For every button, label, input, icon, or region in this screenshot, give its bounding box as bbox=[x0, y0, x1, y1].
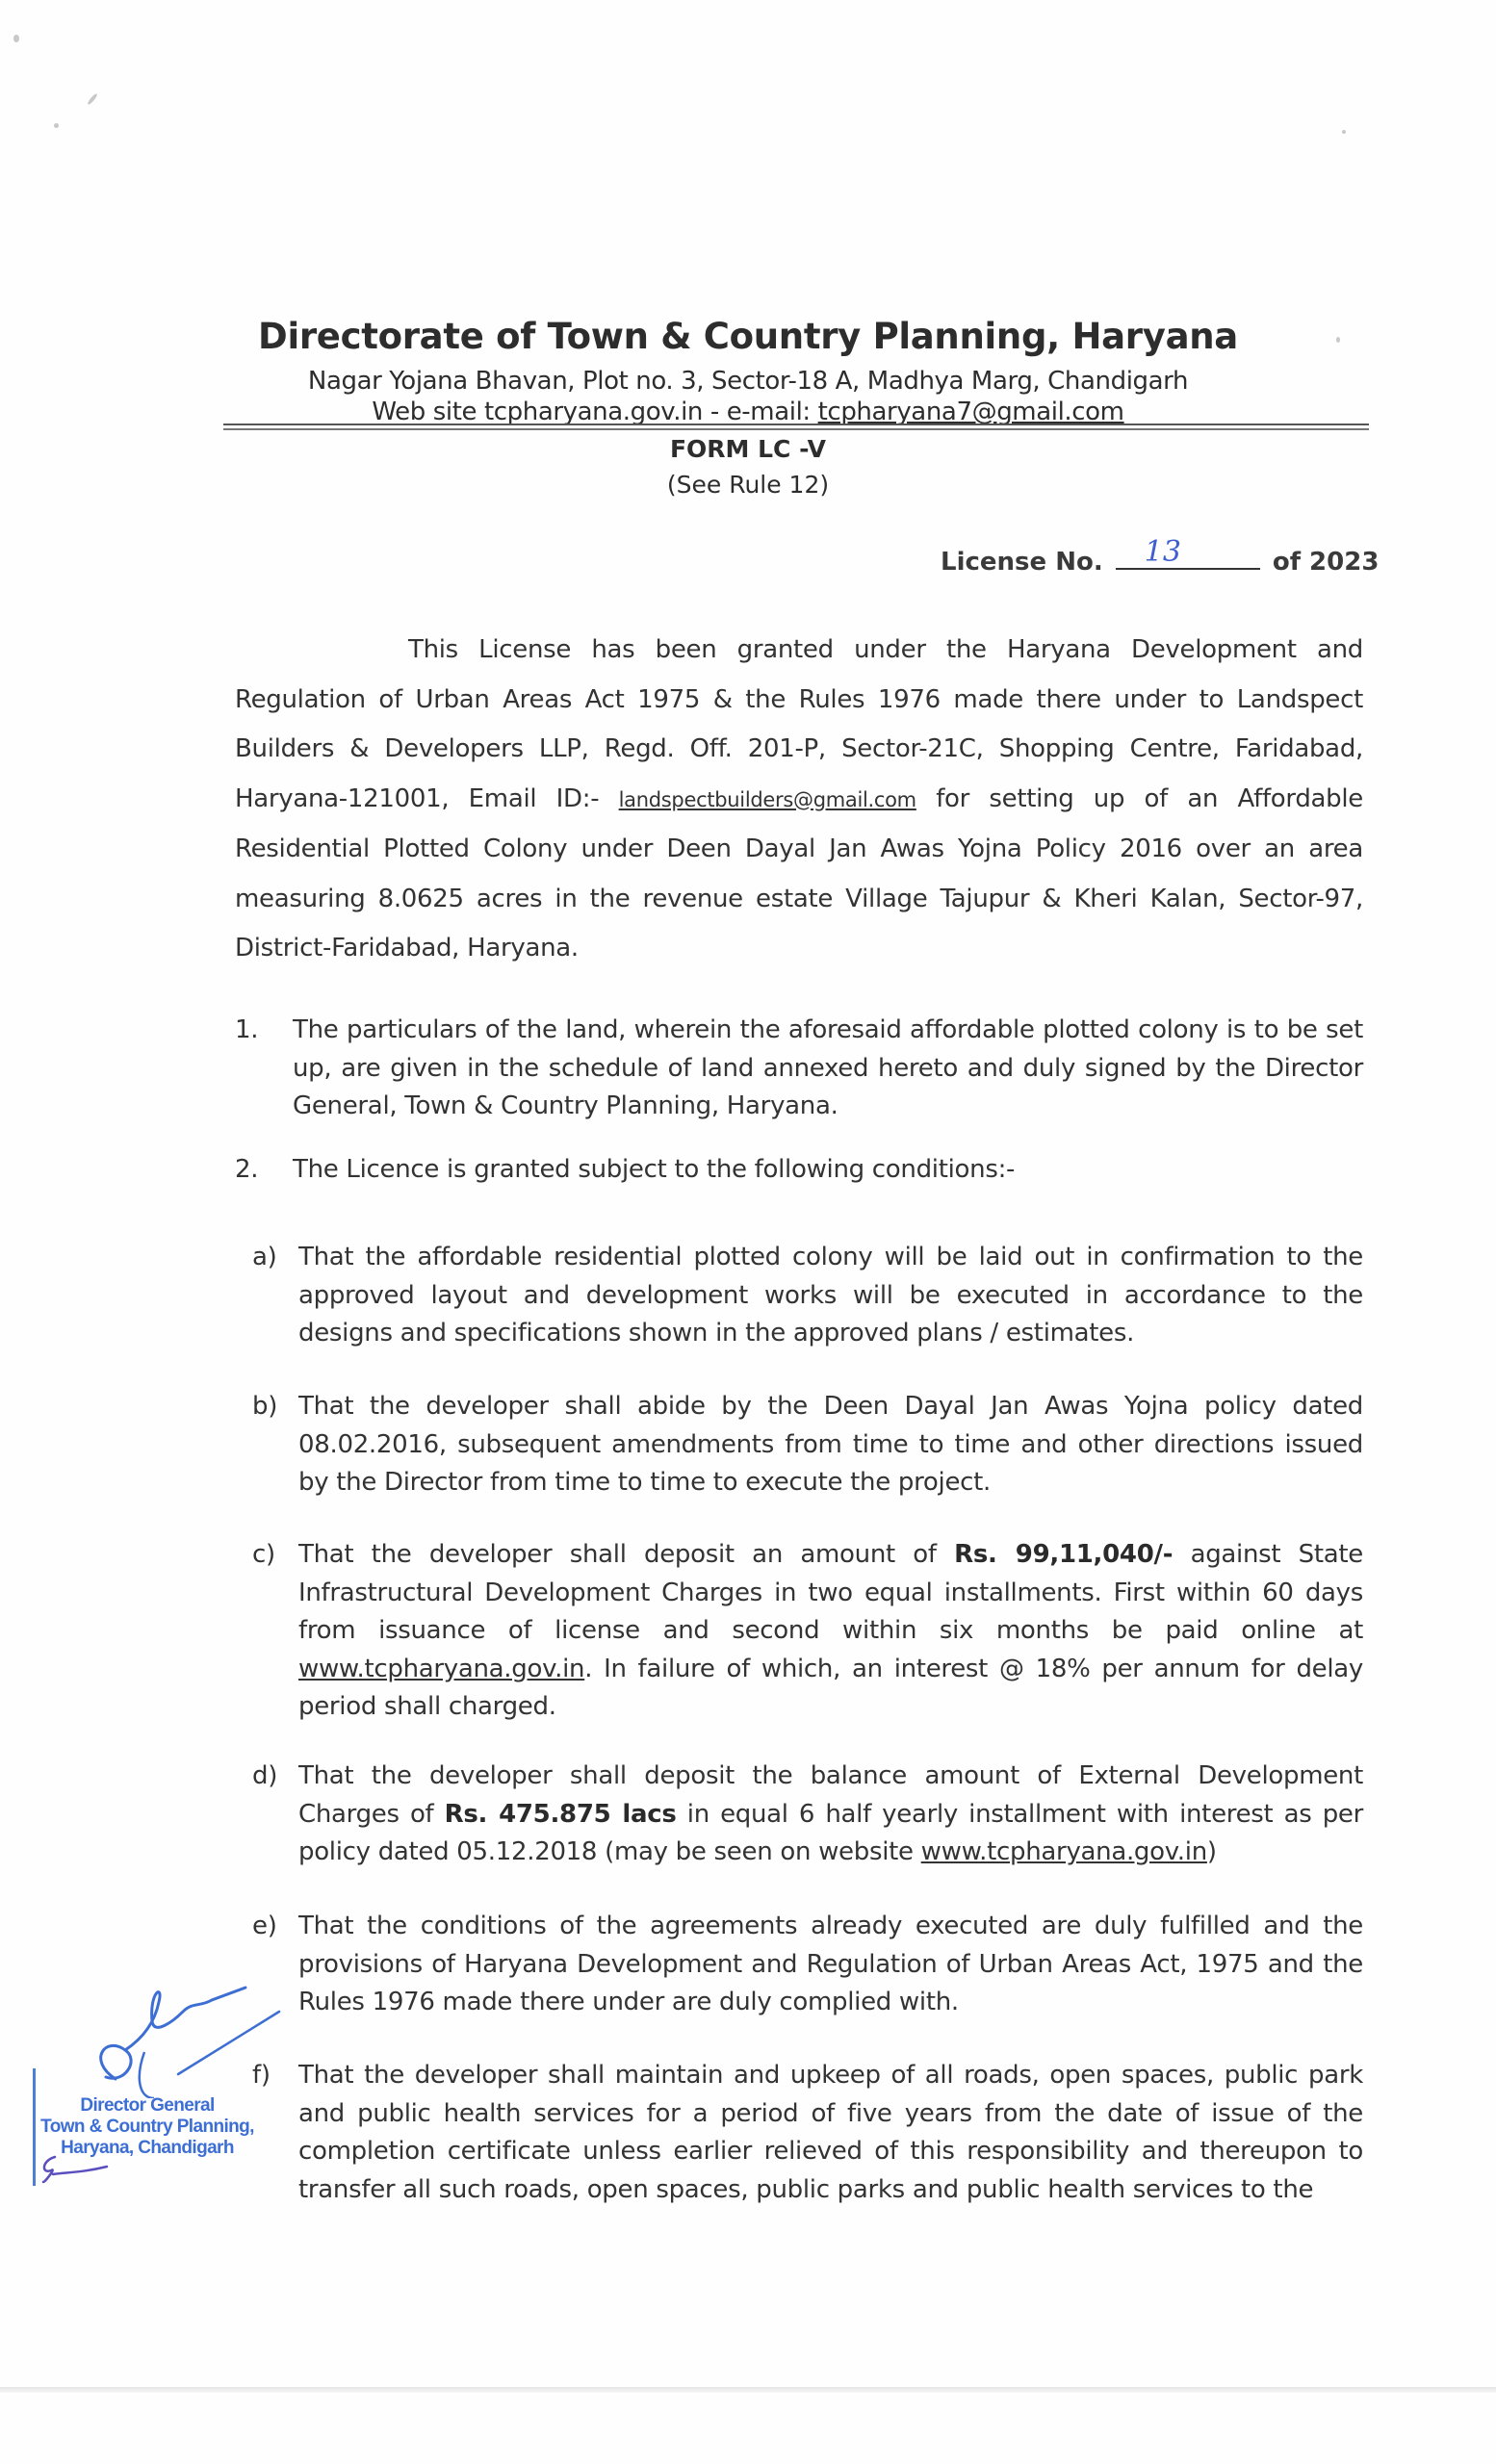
scan-speck bbox=[54, 123, 59, 128]
condition-text: That the developer shall maintain and upkeep of all roads, open spaces, public park and public health services for a period of five years from the date of issue of the completion certificate unless earlier relieved of this responsibility and thereupon to transfer all such roads, open spaces, public parks and public health services to the bbox=[298, 2061, 1363, 2204]
condition-text: That the affordable residential plotted colony will be laid out in confirmation to the approved layout and development works will be executed in accordance to the designs and specifications shown in the approved plans / estimates. bbox=[298, 1243, 1363, 1348]
scan-speck bbox=[1342, 130, 1346, 134]
clause-1 bbox=[235, 1012, 1363, 1126]
license-number-field bbox=[1116, 535, 1260, 570]
condition-letter: d) bbox=[252, 1761, 278, 1790]
sidc-amount: Rs. 99,11,040/- bbox=[954, 1540, 1174, 1569]
license-number-line bbox=[941, 535, 1380, 577]
scan-edge-line bbox=[0, 2387, 1496, 2393]
condition-text bbox=[298, 1536, 1363, 1727]
condition-text-part: in equal 6 half yearly installment with interest as per policy dated 05.12.2018 (may be seen on website bbox=[298, 1799, 1363, 1866]
condition-c bbox=[252, 1536, 1363, 1727]
header-double-rule bbox=[223, 424, 1369, 430]
condition-e bbox=[252, 1908, 1363, 2022]
condition-text-part: . In failure of which, an interest @ 18% per annum for delay period shall charged. bbox=[298, 1654, 1363, 1721]
stamp-line-3: Haryana, Chandigarh bbox=[61, 2138, 234, 2158]
condition-text: That the developer shall abide by the Deen Dayal Jan Awas Yojna policy dated 08.02.2016, subsequent amendments from time to time and other directions issued by the Director from time to time to execute the project. bbox=[298, 1392, 1363, 1497]
stamp-line-2: Town & Country Planning, bbox=[40, 2117, 254, 2137]
condition-text-part: against State Infrastructural Development Charges in two equal installments. First within 60 days from issuance of license and second within six months be paid online at bbox=[298, 1540, 1363, 1645]
applicant-email-link[interactable]: landspectbuilders@gmail.com bbox=[618, 787, 916, 811]
license-label: License No. bbox=[941, 548, 1103, 577]
intro-text-2: for setting up of an Affordable Residential Plotted Colony under Deen Dayal Jan Awas Yojna Policy 2016 over an area measuring 8.0625 acres in the revenue estate Village Tajupur & Kheri Kalan, Sector-97, District-Faridabad, Haryana. bbox=[235, 783, 1363, 962]
initials-icon bbox=[38, 2153, 115, 2184]
header-email-link[interactable]: tcpharyana7@gmail.com bbox=[817, 398, 1124, 426]
rule-reference: (See Rule 12) bbox=[666, 471, 830, 499]
condition-d bbox=[252, 1758, 1363, 1872]
clause-2 bbox=[235, 1151, 1363, 1190]
intro-text-1: This License has been granted under the Haryana Development and Regulation of Urban Areas Act 1975 & the Rules 1976 made there under to Landspect Builders & Developers LLP, Regd. Off. 201-P, Sector-21C, Shopping Centre, Faridabad, Haryana-121001, Email ID:- bbox=[235, 635, 1363, 813]
edc-amount: Rs. 475.875 lacs bbox=[444, 1799, 677, 1829]
header-contact bbox=[0, 398, 1496, 426]
condition-f bbox=[252, 2057, 1363, 2209]
condition-text: That the conditions of the agreements already executed are duly fulfilled and the provisions of Haryana Development and Regulation of Urban Areas Act, 1975 and the Rules 1976 made there under are duly complied with. bbox=[298, 1912, 1363, 2016]
condition-letter: a) bbox=[252, 1243, 277, 1271]
scan-speck bbox=[87, 92, 98, 105]
condition-letter: f) bbox=[252, 2061, 271, 2090]
condition-text-part: That the developer shall deposit an amount of bbox=[298, 1540, 955, 1569]
clause-text: The particulars of the land, wherein the aforesaid affordable plotted colony is to be set up, are given in the schedule of land annexed hereto and duly signed by the Director General, Town & Country Planning, Haryana. bbox=[293, 1015, 1363, 1120]
condition-letter: b) bbox=[252, 1392, 278, 1421]
website-text: Web site tcpharyana.gov.in - e-mail: bbox=[372, 398, 818, 426]
condition-a bbox=[252, 1239, 1363, 1353]
condition-letter: c) bbox=[252, 1540, 275, 1569]
form-number: FORM LC -V bbox=[669, 435, 827, 463]
header-title: Directorate of Town & Country Planning, Haryana bbox=[258, 316, 1238, 357]
condition-text-part: ) bbox=[1206, 1837, 1217, 1866]
tcp-website-link[interactable]: www.tcpharyana.gov.in bbox=[298, 1654, 585, 1683]
stamp-line-1: Director General bbox=[80, 2095, 215, 2116]
condition-letter: e) bbox=[252, 1912, 277, 1940]
header-address: Nagar Yojana Bhavan, Plot no. 3, Sector-18 A, Madhya Marg, Chandigarh bbox=[307, 367, 1189, 396]
condition-text bbox=[298, 1758, 1363, 1872]
tcp-website-link[interactable]: www.tcpharyana.gov.in bbox=[920, 1837, 1207, 1866]
scan-speck bbox=[13, 35, 19, 42]
license-number-handwritten: 13 bbox=[1144, 535, 1181, 569]
intro-paragraph bbox=[235, 626, 1363, 974]
clause-number: 1. bbox=[235, 1015, 259, 1044]
condition-b bbox=[252, 1388, 1363, 1502]
official-stamp bbox=[33, 2068, 259, 2186]
clause-text: The Licence is granted subject to the following conditions:- bbox=[293, 1155, 1016, 1184]
clause-number: 2. bbox=[235, 1155, 259, 1184]
condition-text-part: That the developer shall deposit the balance amount of External Development Charges of bbox=[298, 1761, 1363, 1829]
license-year: of 2023 bbox=[1272, 548, 1380, 577]
